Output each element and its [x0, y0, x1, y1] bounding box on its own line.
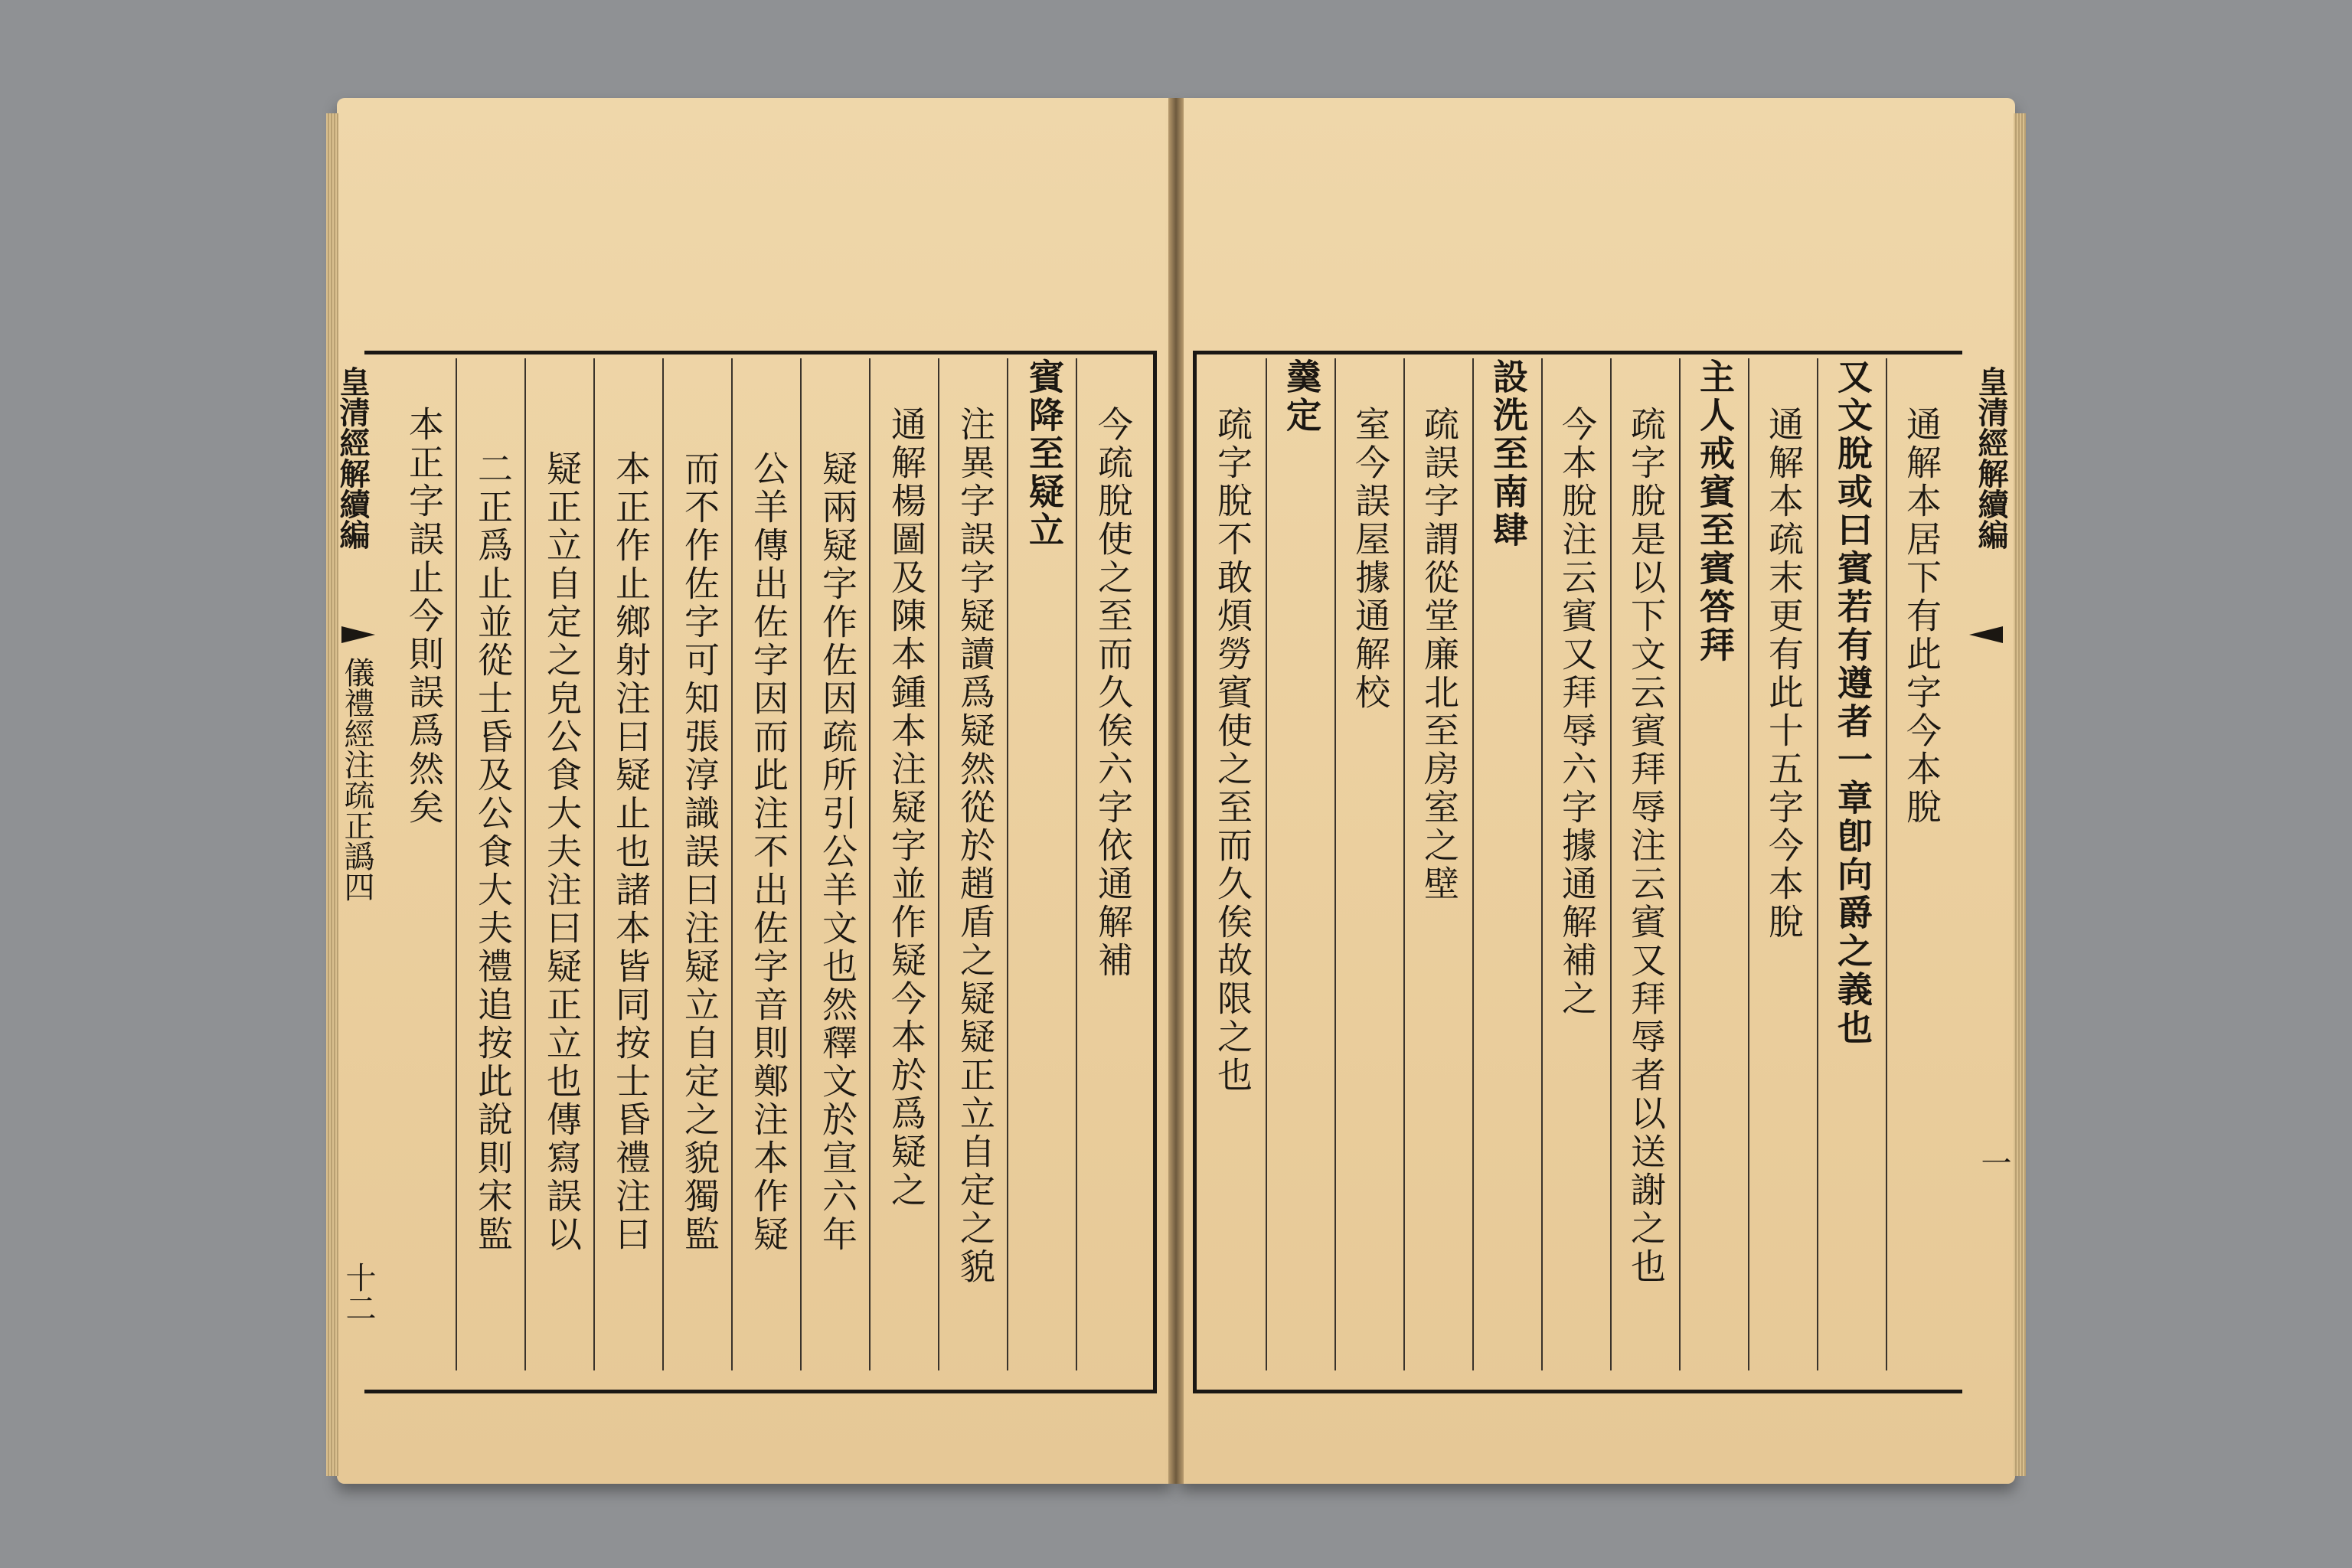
right-col-9: 室今誤屋據通解校: [1350, 406, 1391, 712]
left-col-11: 本正字誤止今則誤爲然矣: [403, 406, 445, 827]
right-col-3: 通解本疏末更有此十五字今本脫: [1763, 406, 1805, 942]
column-rule: [1472, 358, 1474, 1370]
left-col-3: 注異字誤字疑讀爲疑然從於趙盾之疑疑正立自定之貌: [955, 406, 996, 1286]
left-col-7: 而不作佐字可知張淳識誤曰注疑立自定之貌獨監: [679, 450, 720, 1254]
column-rule: [1817, 358, 1818, 1370]
right-col-2: 又文脫或曰賓若有遵者一章卽向爵之義也: [1832, 358, 1873, 1047]
column-rule: [731, 358, 733, 1370]
left-col-1: 今疏脫使之至而久俟六字依通解補: [1093, 406, 1134, 980]
column-rule: [800, 358, 802, 1370]
left-margin-title: 皇清經解續編: [335, 366, 371, 550]
left-page-edges: [326, 113, 338, 1476]
right-col-8: 疏誤字謂從堂廉北至房室之壁: [1419, 406, 1460, 903]
column-rule: [1403, 358, 1405, 1370]
right-col-1: 通解本居下有此字今本脫: [1901, 406, 1942, 827]
column-rule: [1334, 358, 1336, 1370]
right-margin-title: 皇清經解續編: [1973, 366, 2009, 550]
open-book: [337, 98, 2015, 1499]
right-col-5: 疏字脫是以下文云賓拜辱注云賓又拜辱者以送謝之也: [1625, 406, 1667, 1286]
right-col-6: 今本脫注云賓又拜辱六字據通解補之: [1557, 406, 1598, 1018]
right-col-10: 羹定: [1281, 358, 1322, 435]
left-col-9: 疑正立自定之皃公食大夫注曰疑正立也傳寫誤以: [541, 450, 583, 1254]
column-rule: [1748, 358, 1749, 1370]
column-rule: [662, 358, 664, 1370]
left-col-2: 賓降至疑立: [1024, 358, 1065, 550]
left-col-5: 疑兩疑字作佐因疏所引公羊文也然釋文於宣六年: [817, 450, 858, 1254]
column-rule: [1679, 358, 1681, 1370]
column-rule: [1886, 358, 1887, 1370]
column-rule: [524, 358, 526, 1370]
right-col-7: 設洗至南肆: [1488, 358, 1529, 550]
left-leaf-number: 十二: [341, 1262, 376, 1323]
right-leaf-number: 一: [1976, 1147, 2011, 1178]
column-rule: [938, 358, 939, 1370]
left-col-8: 本正作止鄉射注曰疑止也諸本皆同按士昏禮注曰: [610, 450, 652, 1254]
right-col-4: 主人戒賓至賓答拜: [1694, 358, 1736, 665]
column-rule: [1610, 358, 1612, 1370]
left-col-4: 通解楊圖及陳本鍾本注疑字並作疑今本於爲疑之: [886, 406, 927, 1210]
column-rule: [1541, 358, 1543, 1370]
column-rule: [1007, 358, 1008, 1370]
left-col-6: 公羊傳出佐字因而此注不出佐字音則鄭注本作疑: [748, 450, 789, 1254]
column-rule: [593, 358, 595, 1370]
column-rule: [1266, 358, 1267, 1370]
right-col-11: 疏字脫不敢煩勞賓使之至而久俟故限之也: [1212, 406, 1253, 1095]
left-col-10: 二正爲止並從士昏及公食大夫禮追按此說則宋監: [472, 450, 514, 1254]
book-gutter: [1168, 98, 1184, 1484]
right-page-edges: [2014, 113, 2026, 1476]
column-rule: [869, 358, 871, 1370]
left-section-title: 儀禮經注疏正譌四: [339, 657, 374, 902]
column-rule: [456, 358, 457, 1370]
column-rule: [1076, 358, 1077, 1370]
